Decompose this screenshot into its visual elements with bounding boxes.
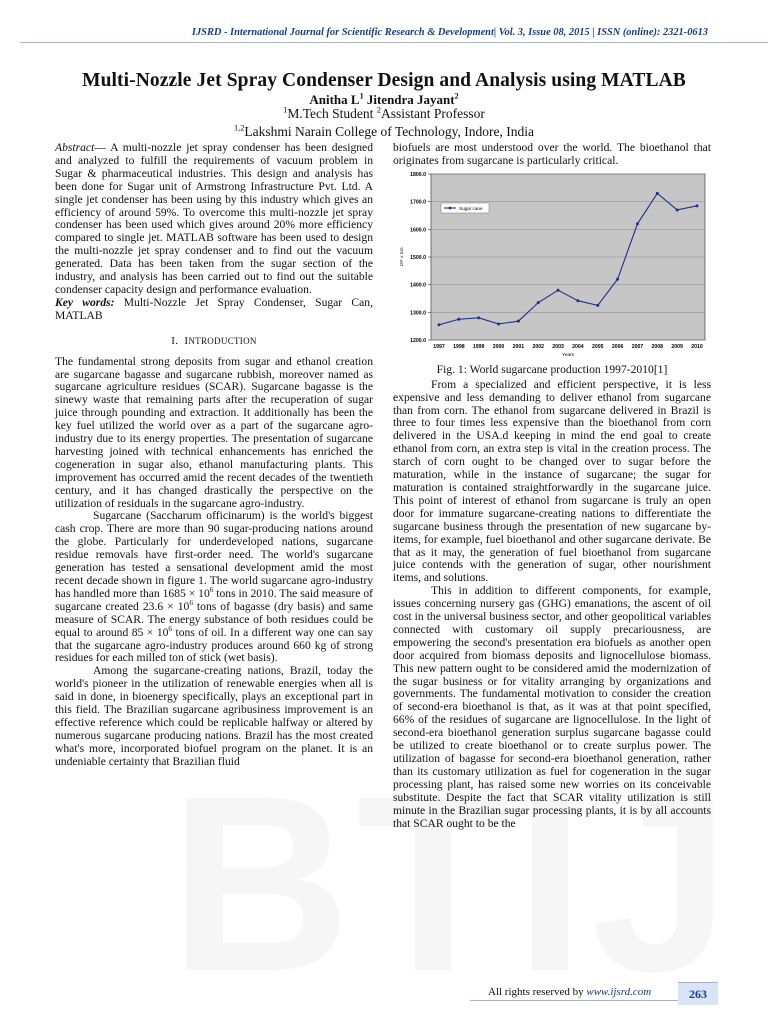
y-tick-label: 1600.0	[410, 227, 426, 234]
y-tick-label: 1800.0	[410, 171, 426, 178]
journal-header-text: IJSRD - International Journal for Scientific Research & Development| Vol. 3, Issue 08, 2015 | ISSN (online): 2321-0613	[191, 27, 708, 38]
data-point	[497, 322, 500, 325]
aff-inst-text: Lakshmi Narain College of Technology, Indore, India	[244, 124, 535, 139]
p2-sup-2: 6	[189, 598, 193, 607]
footer-rights-text: All rights reserved by	[488, 986, 587, 998]
footer-site-link[interactable]: www.ijsrd.com	[586, 986, 652, 998]
x-tick-label: 2009	[671, 343, 683, 350]
abstract-text: A multi-nozzle jet spray condenser has been designed and analyzed to fulfill the requirements of vacuum problem in Sugar & pharmaceutical industries. This design and analysis has been done for Sugar unit of Armstrong Infrastructure Pvt. Ltd. A single jet condenser has been using by this industry which gives an efficiency of around 59%. To overcome this multi-nozzle jet spray condenser has been used which gives around 20% more efficiency compared to single jet. MATLAB software has been used to design the multi-nozzle jet spray condenser and to find out the vacuum generated. Data has been taken from the sugar section of the industry, and analysis has been carried out to find out the suitable condenser capacity design and performance evaluation.	[55, 141, 373, 296]
p2-part-d: tons of oil. In a different way one can say that the sugarcane agro-industry produces around 660 kg of strong residues for each milled ton of stick (wet basis).	[55, 625, 373, 665]
section-number: I.	[171, 334, 179, 347]
right-paragraph-1: From a specialized and efficient perspective, it is less expensive and less demanding to deliver ethanol from sugarcane than from corn. The ethanol from sugarcane delivered in Brazil is three to four times less expensive than the bioethanol from corn delivered in the USA.d keeping in mind the end goal to create ethanol from corn, an extra step is vital in the creation process. The starch of corn ought to be changed over to sugar before the maturation, while in the instance of sugarcane; the sugar for maturation is contained straightforwardly in the sugarcane juice. This point of interest of ethanol from sugarcane is truly an open door for immature sugarcane-creating nations to differentiate the sugarcane business through the presentation of new sugarcane by-items, for example, fuel bioethanol and other sugarcane derivate. Be that as it may, the generation of fuel bioethanol from sugarcane juice contends with the generation of sugar, other nourishment items, and solutions.	[393, 377, 711, 585]
x-tick-label: 2002	[532, 343, 545, 350]
aff-role-1: M.Tech Student	[287, 106, 377, 121]
page-footer	[470, 978, 730, 1008]
keywords-label: Key words:	[55, 295, 115, 309]
x-tick-label: 1999	[472, 343, 485, 350]
y-axis-label: 10⁶ x ton	[400, 247, 405, 267]
x-tick-label: 1997	[433, 343, 445, 350]
sugarcane-production-chart	[391, 170, 711, 358]
y-tick-label: 1200.0	[410, 337, 426, 344]
right-column	[393, 142, 711, 830]
data-point	[676, 208, 679, 211]
author-2-sup: 2	[454, 91, 459, 101]
y-tick-label: 1500.0	[410, 254, 426, 261]
intro-paragraph-3: Among the sugarcane-creating nations, Brazil, today the world's pioneer in the utilization of renewable energies when all is said in done, in bioenergy specifically, plays an exceptional part in this field. The Brazilian sugarcane agribusiness improvement is an effective reference which could be replicable halfway or altered by numerous sugarcane producing nations. Brazil has the most created what's more, incorporated biofuel program on the planet. It is an undeniable certainty that Brazilian fluid	[55, 664, 373, 768]
aff-sup-2: 2	[376, 105, 381, 115]
abstract	[55, 142, 373, 297]
legend-marker	[449, 206, 452, 209]
data-point	[656, 192, 659, 195]
x-tick-label: 1998	[453, 343, 465, 350]
y-tick-label: 1400.0	[410, 282, 426, 289]
intro-paragraph-2	[55, 510, 373, 665]
x-tick-label: 2008	[651, 343, 664, 350]
figure-caption: Fig. 1: World sugarcane production 1997-2010[1]	[436, 362, 668, 376]
data-point	[537, 301, 540, 304]
x-axis-label: Years	[561, 352, 575, 358]
x-tick-label: 2010	[691, 343, 703, 350]
affiliation-institution	[0, 124, 768, 140]
data-point	[457, 318, 460, 321]
footer-rule	[470, 1000, 680, 1001]
aff-sup-1: 1	[283, 105, 288, 115]
header-rule	[20, 42, 768, 43]
p2-sup-1: 6	[209, 586, 214, 595]
abstract-dash: —	[94, 141, 111, 154]
footer-rights	[488, 986, 651, 998]
y-tick-label: 1700.0	[410, 199, 426, 206]
data-point	[696, 204, 699, 207]
x-tick-label: 2006	[611, 343, 624, 350]
aff-inst-sup: 1,2	[233, 123, 245, 133]
right-paragraph-2: This in addition to different components, for example, issues concerning nursery gas (GHG) emanations, the ascent of oil cost in the universal business sector, and other geopolitical variables connected with customary oil supply precariousness, are empowering the second's presentation era biofuels as another open door acquired from biomass deposits and lignocellulose biomass. This new pattern ought to be considered amid the modernization of the sugar business or for vitality arranging by organizations and governments. The fundamental motivation to consider the creation of second-era bioethanol is that, as it was at that point specified, 66% of the residues of sugarcane are lignocellulose. In the light of second-era bioethanol generation surplus sugarcane bagasse could be utilized to create bioethanol or to create surplus power. The utilization of bagasse for second-era bioethanol generation, rather than its customary utilization as fuel for cogeneration in the sugar processing plant, has raised some new worries on its conceivable substitute. Despite the fact that SCAR vitality utilization is still minute in the Brazilian sugar processing plants, it is by all accounts that SCAR ought to be the	[393, 584, 711, 830]
data-point	[557, 289, 560, 292]
x-tick-label: 2003	[552, 343, 564, 350]
data-point	[438, 323, 441, 326]
paper-title: Multi-Nozzle Jet Spray Condenser Design and Analysis using MATLAB	[82, 70, 686, 91]
p2-sup-3: 6	[168, 624, 173, 633]
page-number: 263	[678, 982, 718, 1005]
x-tick-label: 2004	[572, 343, 584, 350]
data-point	[596, 304, 599, 307]
author-1-sup: 1	[359, 91, 364, 101]
affiliation-roles	[0, 106, 768, 122]
y-tick-label: 1300.0	[410, 310, 426, 317]
legend-label: Sugar cane	[459, 205, 483, 211]
intro-paragraph-1: The fundamental strong deposits from sugar and ethanol creation are sugarcane bagasse and sugarcane rubbish, moreover named as sugarcane agriculture residues (SCAR). Sugarcane bagasse is the sinewy waste that remaining parts after the recuperation of sugar juice through pounding and extraction. It additionally has been the key fuel utilized the world over as a part of the sugarcane agro-industry due to its energy properties. The presentation of sugarcane harvesting joined with technical enhancements has enriched the cogeneration in sugar also, ethanol manufacturing plants. This improvement has occurred amid the recent decades of the twentieth century, and it has changed drastically the perspective on the utilization of residuals in the sugarcane agro-industry.	[55, 354, 373, 510]
p2-part-c: tons of bagasse (dry basis) and same measure of SCAR. The energy substance of both residues could be equal to around 85 × 10	[55, 599, 373, 639]
section-title-rest: NTRODUCTION	[188, 335, 257, 346]
section-heading-introduction	[55, 335, 373, 348]
x-tick-label: 2001	[512, 343, 525, 350]
x-tick-label: 2007	[631, 343, 644, 350]
data-point	[616, 277, 619, 280]
data-point	[636, 222, 639, 225]
x-tick-label: 2005	[591, 343, 604, 350]
keywords-text: Multi-Nozzle Jet Spray Condenser, Sugar Can, MATLAB	[55, 295, 373, 322]
x-tick-label: 2000	[492, 343, 505, 350]
author-1: Anitha L	[309, 92, 360, 107]
section-title-initial: I	[184, 334, 189, 347]
p2-part-a: Sugarcane (Saccharum officinarum) is the world's biggest cash crop. There are more than 90 sugar-producing nations around the globe. Particularly for underdeveloped nations, sugarcane residue removals have first-order need. The world's sugarcane generation has tested a sensational development amid the most recent decade shown in figure 1. The world sugarcane agro-industry has handled more than 1685 × 10	[55, 509, 373, 600]
author-2: Jitendra Jayant	[366, 92, 455, 107]
abstract-label: Abstract	[55, 141, 95, 154]
right-paragraph-0: biofuels are most understood over the world. The bioethanol that originates from sugarcane is particularly critical.	[393, 141, 711, 167]
keywords	[55, 297, 373, 323]
left-column	[55, 142, 373, 769]
data-point	[576, 299, 579, 302]
aff-role-2: Assistant Professor	[380, 106, 485, 121]
data-point	[517, 319, 520, 322]
p2-part-b: tons in 2010. The said measure of sugarcane created 23.6 × 10	[55, 586, 373, 613]
data-point	[477, 316, 480, 319]
journal-header	[20, 22, 768, 46]
